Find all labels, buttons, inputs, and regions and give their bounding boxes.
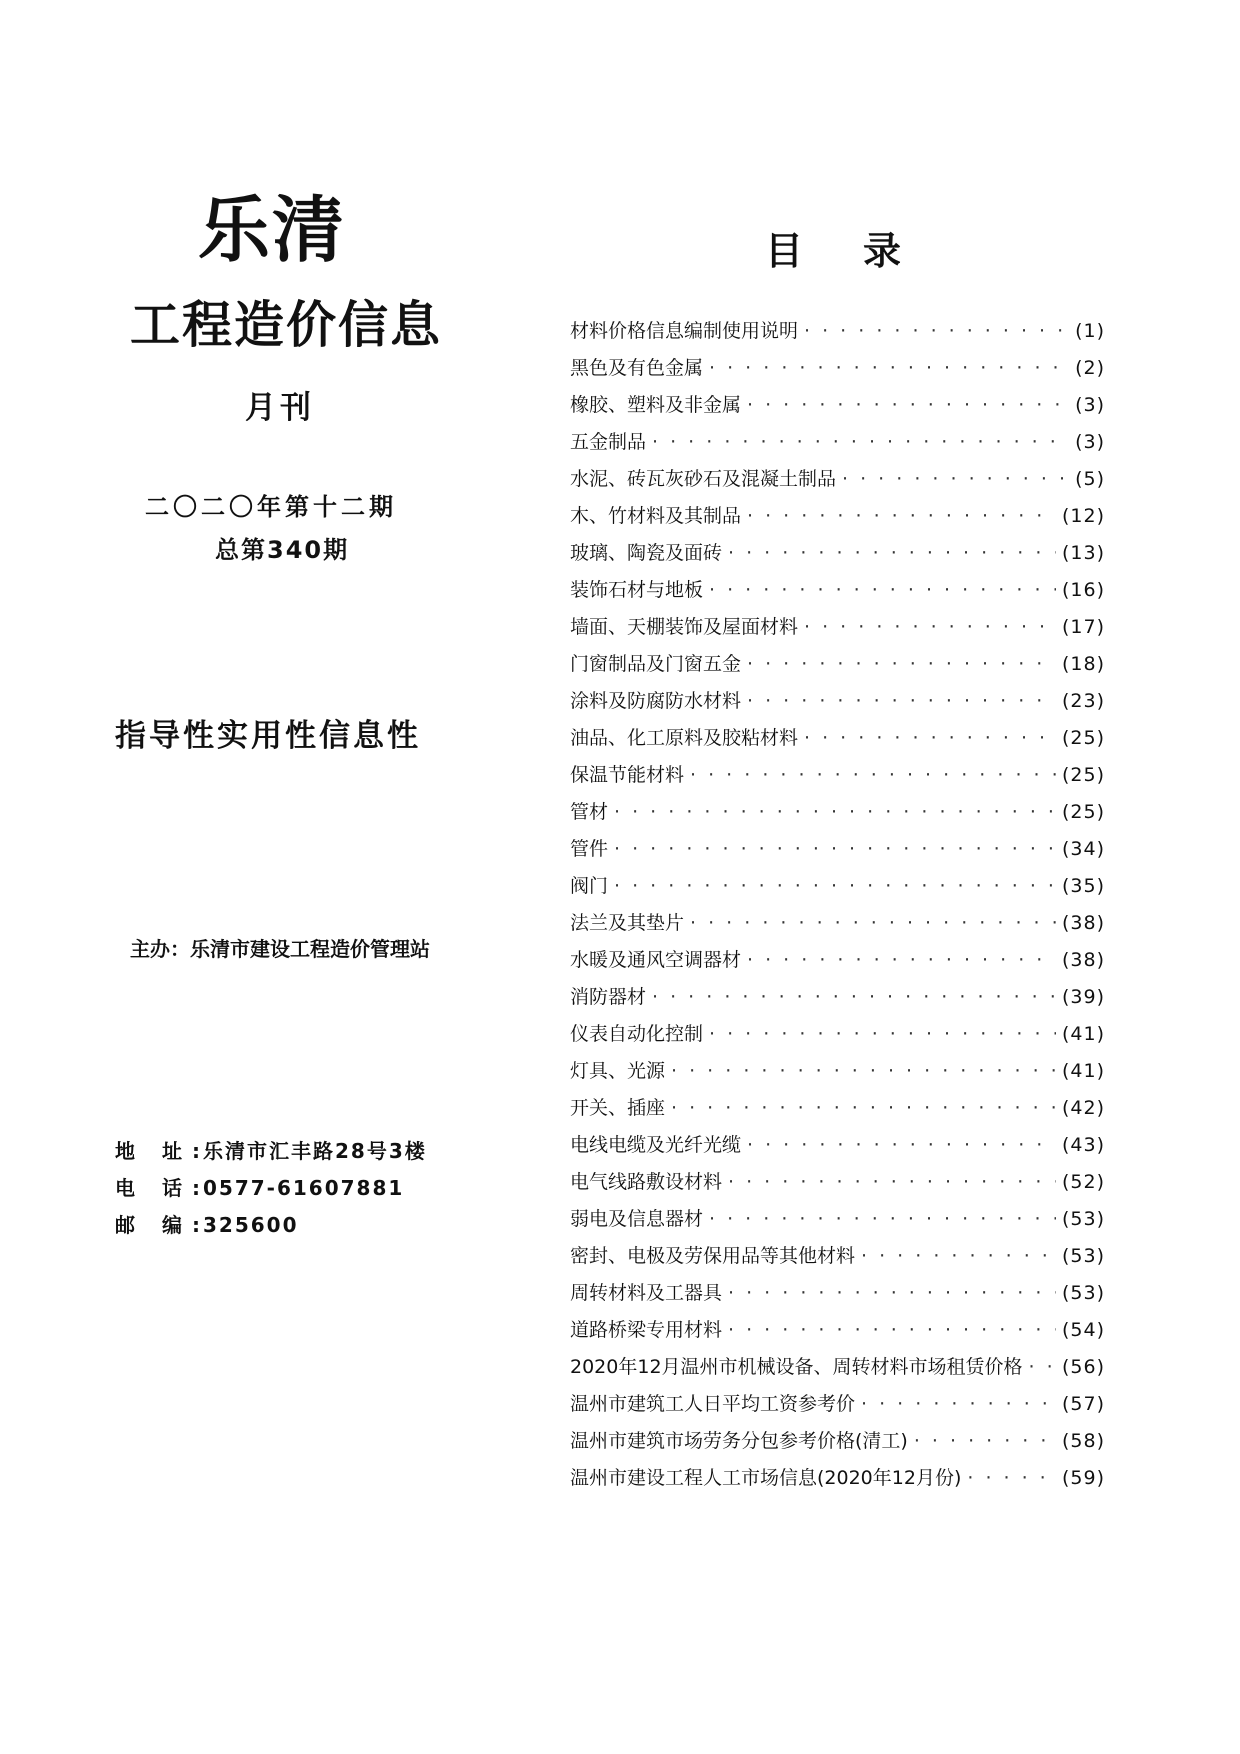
toc-dot-leader: [690, 764, 1056, 786]
toc-entry-page: (17): [1061, 616, 1105, 638]
toc-dot-leader: [728, 542, 1056, 564]
sponsor: 主办：乐清市建设工程造价管理站: [130, 937, 430, 961]
toc-entry[interactable]: [570, 1389, 1235, 1426]
toc-entry[interactable]: [570, 1056, 1235, 1093]
toc-entry[interactable]: [570, 723, 1235, 760]
toc-entry-title: 水暖及通风空调器材: [570, 949, 742, 971]
toc-entry-title: 弱电及信息器材: [570, 1208, 704, 1230]
toc-dot-leader: [652, 431, 1069, 453]
toc-dot-leader: [747, 505, 1056, 527]
toc-dot-leader: [747, 1134, 1056, 1156]
toc-entry-page: (41): [1061, 1060, 1105, 1082]
postcode-label: 邮 编:: [115, 1213, 210, 1237]
postcode-value: 325600: [203, 1213, 299, 1237]
toc-entry[interactable]: [570, 871, 1235, 908]
toc-entry[interactable]: [570, 1093, 1235, 1130]
toc-dot-leader: [652, 986, 1056, 1008]
toc-entry[interactable]: [570, 760, 1235, 797]
toc-dot-leader: [967, 1467, 1056, 1489]
publication-frequency: 月刊: [245, 390, 315, 426]
toc-entry[interactable]: [570, 649, 1235, 686]
toc-entry-title: 水泥、砖瓦灰砂石及混凝土制品: [570, 468, 837, 490]
toc-dot-leader: [747, 949, 1056, 971]
toc-entry-page: (57): [1061, 1393, 1105, 1415]
toc-dot-leader: [614, 875, 1056, 897]
toc-entry-title: 橡胶、塑料及非金属: [570, 394, 742, 416]
toc-dot-leader: [728, 1319, 1056, 1341]
toc-dot-leader: [747, 690, 1056, 712]
toc-entry[interactable]: [570, 1278, 1235, 1315]
toc-entry[interactable]: [570, 1204, 1235, 1241]
toc-dot-leader: [709, 579, 1056, 601]
toc-entry-title: 管件: [570, 838, 609, 860]
toc-entry-title: 2020年12月温州市机械设备、周转材料市场租赁价格: [570, 1356, 1023, 1378]
toc-entry-page: (12): [1061, 505, 1105, 527]
toc-entry-page: (53): [1061, 1245, 1105, 1267]
toc-dot-leader: [728, 1282, 1056, 1304]
toc-dot-leader: [747, 653, 1056, 675]
toc-dot-leader: [690, 912, 1056, 934]
toc-dot-leader: [804, 727, 1056, 749]
phone-value: 0577-61607881: [203, 1176, 405, 1200]
toc-dot-leader: [914, 1430, 1056, 1452]
toc-entry-title: 电气线路敷设材料: [570, 1171, 723, 1193]
toc-dot-leader: [614, 801, 1056, 823]
toc-entry[interactable]: [570, 1352, 1235, 1389]
toc-entry-title: 温州市建筑市场劳务分包参考价格(清工): [570, 1430, 908, 1452]
toc-entry-title: 开关、插座: [570, 1097, 666, 1119]
toc-entry-title: 电线电缆及光纤光缆: [570, 1134, 742, 1156]
toc-entry[interactable]: [570, 538, 1235, 575]
toc-entry-page: (25): [1061, 764, 1105, 786]
toc-entry-page: (53): [1061, 1208, 1105, 1230]
toc-entry-title: 涂料及防腐防水材料: [570, 690, 742, 712]
toc-entry-page: (54): [1061, 1319, 1105, 1341]
toc-entry-page: (3): [1075, 431, 1105, 453]
toc-entry[interactable]: [570, 908, 1235, 945]
toc-entry-title: 五金制品: [570, 431, 647, 453]
toc-entry-title: 木、竹材料及其制品: [570, 505, 742, 527]
toc-entry-page: (41): [1061, 1023, 1105, 1045]
toc-dot-leader: [861, 1393, 1056, 1415]
toc-entry-page: (25): [1061, 801, 1105, 823]
toc-entry[interactable]: [570, 1167, 1235, 1204]
toc-entry[interactable]: [570, 1463, 1235, 1500]
slogan: 指导性实用性信息性: [115, 718, 421, 754]
toc-entry[interactable]: [570, 464, 1235, 501]
toc-list: [570, 316, 1235, 1500]
toc-entry-title: 管材: [570, 801, 609, 823]
toc-entry-title: 装饰石材与地板: [570, 579, 704, 601]
toc-entry-title: 温州市建设工程人工市场信息(2020年12月份): [570, 1467, 962, 1489]
toc-entry-page: (25): [1061, 727, 1105, 749]
total-issue-number: 总第340期: [215, 536, 350, 564]
toc-entry-page: (53): [1061, 1282, 1105, 1304]
toc-entry-page: (3): [1075, 394, 1105, 416]
issue-number: 二〇二〇年第十二期: [145, 493, 397, 521]
toc-entry-title: 法兰及其垫片: [570, 912, 685, 934]
toc-entry[interactable]: [570, 390, 1235, 427]
toc-entry[interactable]: [570, 1019, 1235, 1056]
toc-dot-leader: [804, 616, 1056, 638]
toc-entry-page: (5): [1075, 468, 1105, 490]
toc-dot-leader: [747, 394, 1069, 416]
toc-entry-page: (52): [1061, 1171, 1105, 1193]
toc-entry-title: 阀门: [570, 875, 609, 897]
toc-entry-page: (56): [1061, 1356, 1105, 1378]
toc-entry[interactable]: [570, 1130, 1235, 1167]
toc-entry-title: 油品、化工原料及胶粘材料: [570, 727, 799, 749]
toc-entry[interactable]: [570, 1315, 1235, 1352]
toc-entry-title: 仪表自动化控制: [570, 1023, 704, 1045]
toc-dot-leader: [804, 320, 1069, 342]
toc-dot-leader: [861, 1245, 1056, 1267]
publication-subtitle: 工程造价信息: [130, 296, 442, 354]
toc-entry[interactable]: [570, 1426, 1235, 1463]
toc-entry-page: (39): [1061, 986, 1105, 1008]
toc-entry-page: (13): [1061, 542, 1105, 564]
toc-entry-title: 道路桥梁专用材料: [570, 1319, 723, 1341]
toc-entry[interactable]: [570, 797, 1235, 834]
toc-entry-page: (38): [1061, 949, 1105, 971]
toc-entry-title: 墙面、天棚装饰及屋面材料: [570, 616, 799, 638]
toc-entry-page: (42): [1061, 1097, 1105, 1119]
phone-label: 电 话:: [115, 1176, 210, 1200]
toc-entry[interactable]: [570, 686, 1235, 723]
publication-title: 乐清: [198, 188, 347, 272]
toc-entry-page: (18): [1061, 653, 1105, 675]
toc-entry-page: (59): [1061, 1467, 1105, 1489]
address-label: 地 址:: [115, 1139, 210, 1163]
toc-entry[interactable]: [570, 575, 1235, 612]
toc-dot-leader: [709, 1208, 1056, 1230]
toc-entry-title: 保温节能材料: [570, 764, 685, 786]
toc-dot-leader: [671, 1060, 1056, 1082]
toc-entry-title: 灯具、光源: [570, 1060, 666, 1082]
toc-entry-page: (34): [1061, 838, 1105, 860]
toc-dot-leader: [709, 1023, 1056, 1045]
toc-entry[interactable]: [570, 834, 1235, 871]
toc-entry-page: (16): [1061, 579, 1105, 601]
toc-entry-page: (43): [1061, 1134, 1105, 1156]
toc-entry[interactable]: [570, 612, 1235, 649]
toc-entry-title: 黑色及有色金属: [570, 357, 704, 379]
toc-entry-page: (23): [1061, 690, 1105, 712]
toc-entry-title: 消防器材: [570, 986, 647, 1008]
toc-dot-leader: [709, 357, 1069, 379]
toc-entry-page: (38): [1061, 912, 1105, 934]
address-line: [115, 1135, 427, 1164]
toc-entry[interactable]: [570, 982, 1235, 1019]
postcode-line: [115, 1209, 299, 1238]
toc-entry[interactable]: [570, 1241, 1235, 1278]
toc-entry-page: (35): [1061, 875, 1105, 897]
toc-dot-leader: [614, 838, 1056, 860]
toc-entry-title: 周转材料及工器具: [570, 1282, 723, 1304]
toc-dot-leader: [1029, 1356, 1056, 1378]
toc-dot-leader: [671, 1097, 1056, 1119]
toc-heading: 目录: [765, 229, 962, 273]
toc-entry-title: 密封、电极及劳保用品等其他材料: [570, 1245, 856, 1267]
toc-entry[interactable]: [570, 427, 1235, 464]
toc-entry-title: 温州市建筑工人日平均工资参考价: [570, 1393, 856, 1415]
toc-entry-title: 玻璃、陶瓷及面砖: [570, 542, 723, 564]
toc-entry[interactable]: [570, 945, 1235, 982]
toc-entry[interactable]: [570, 501, 1235, 538]
toc-entry[interactable]: [570, 353, 1235, 390]
toc-entry-page: (1): [1075, 320, 1105, 342]
toc-entry-page: (58): [1061, 1430, 1105, 1452]
toc-dot-leader: [842, 468, 1069, 490]
toc-entry[interactable]: [570, 316, 1235, 353]
address-value: 乐清市汇丰路28号3楼: [203, 1139, 427, 1163]
phone-line: [115, 1172, 404, 1201]
toc-entry-page: (2): [1075, 357, 1105, 379]
toc-dot-leader: [728, 1171, 1056, 1193]
toc-entry-title: 材料价格信息编制使用说明: [570, 320, 799, 342]
toc-entry-title: 门窗制品及门窗五金: [570, 653, 742, 675]
